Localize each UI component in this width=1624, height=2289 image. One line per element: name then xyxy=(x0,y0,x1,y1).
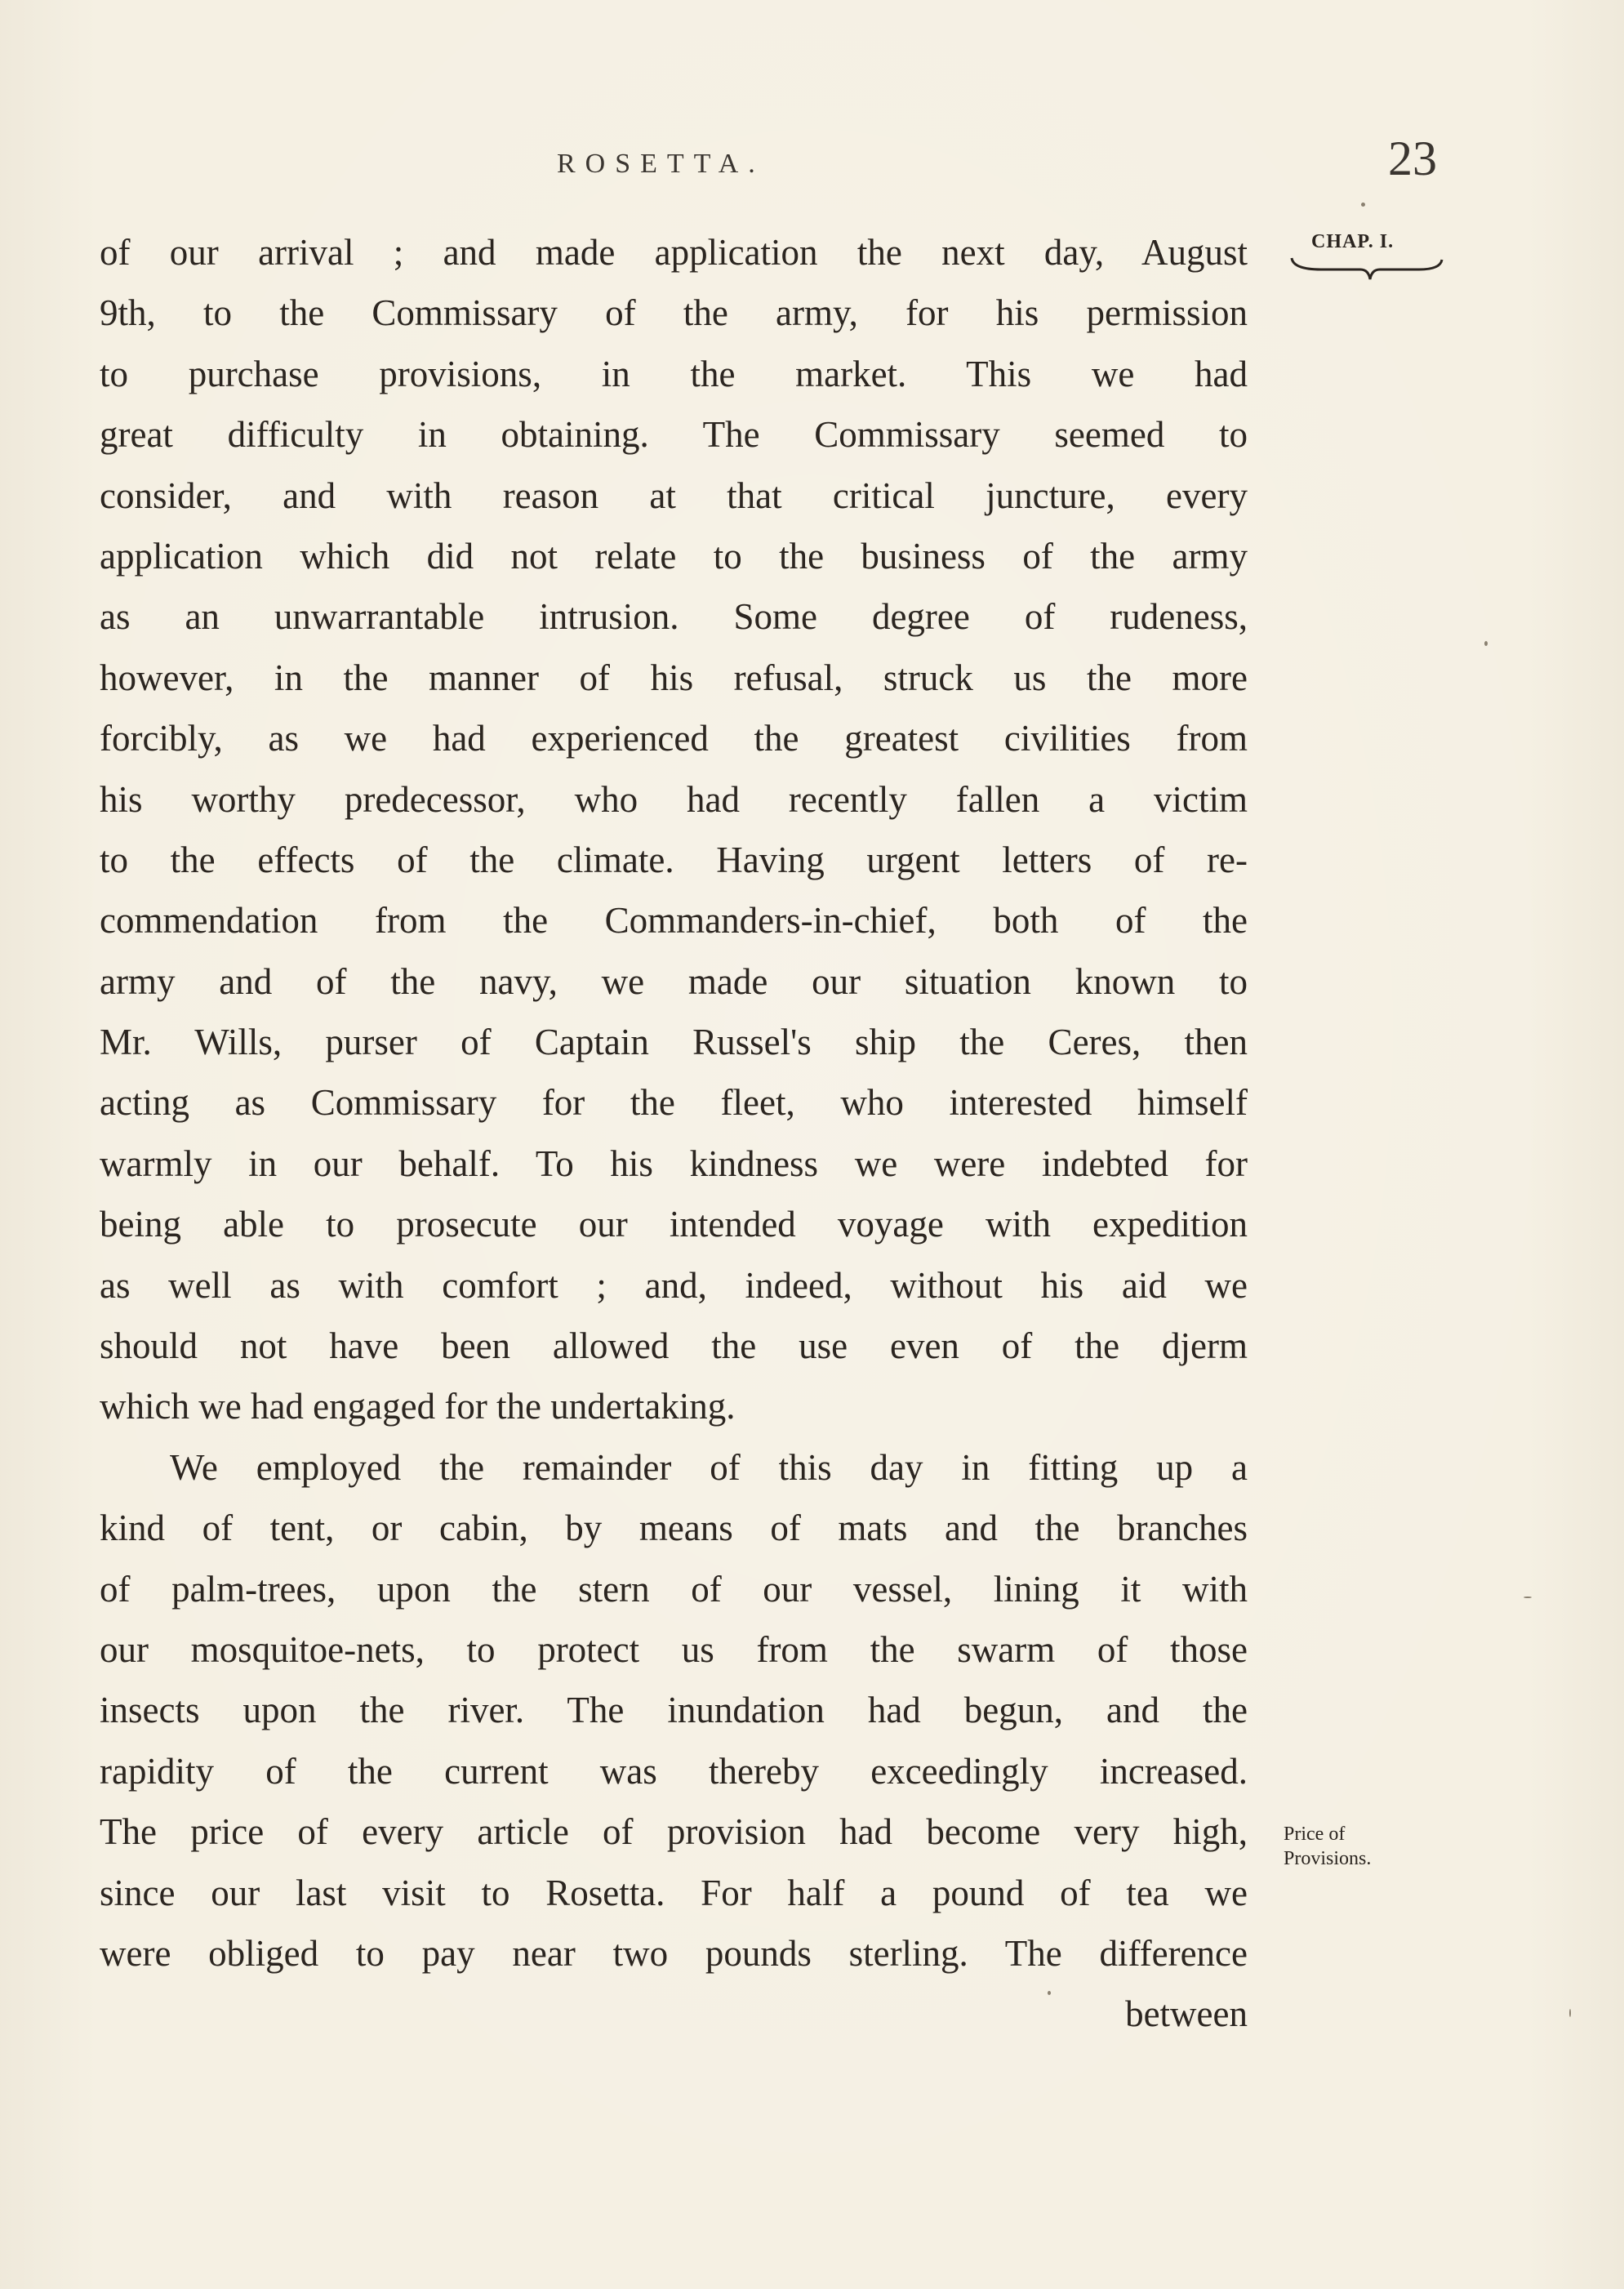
text-line: of our arrival ; and made application the next day, August xyxy=(100,232,1248,273)
paper-speck xyxy=(1569,2009,1571,2017)
text-line: insects upon the river. The inundation had begun, and the xyxy=(100,1690,1248,1731)
text-line: 9th, to the Commissary of the army, for his permission xyxy=(100,292,1248,334)
brace-ornament xyxy=(1288,255,1444,287)
margin-note-line-2: Provisions. xyxy=(1284,1848,1372,1869)
text-line: his worthy predecessor, who had recently fallen a victim xyxy=(100,778,1248,820)
text-line: since our last visit to Rosetta. For half a pound of tea we xyxy=(100,1872,1248,1913)
margin-chapter-label: CHAP. I. xyxy=(1311,231,1395,252)
body-text xyxy=(100,222,1248,2045)
paper-speck xyxy=(1048,1991,1051,1995)
text-line: consider, and with reason at that critical juncture, every xyxy=(100,474,1248,516)
text-line: application which did not relate to the business of the army xyxy=(100,535,1248,577)
text-line: forcibly, as we had experienced the greatest civilities from xyxy=(100,718,1248,759)
text-line: being able to prosecute our intended voyage with expedition xyxy=(100,1204,1248,1245)
text-line: of palm-trees, upon the stern of our vessel, lining it with xyxy=(100,1568,1248,1610)
text-line: Mr. Wills, purser of Captain Russel's ship the Ceres, then xyxy=(100,1022,1248,1063)
text-line: however, in the manner of his refusal, struck us the more xyxy=(100,657,1248,698)
text-line: army and of the navy, we made our situation known to xyxy=(100,960,1248,1002)
text-line: should not have been allowed the use even of the djerm xyxy=(100,1325,1248,1367)
text-line: as well as with comfort ; and, indeed, without his aid we xyxy=(100,1264,1248,1306)
text-line: were obliged to pay near two pounds sterling. The difference xyxy=(100,1932,1248,1974)
catchword: between xyxy=(1125,1993,1248,2035)
text-line: acting as Commissary for the fleet, who interested himself xyxy=(100,1082,1248,1124)
text-line: The price of every article of provision had become very high, xyxy=(100,1811,1248,1853)
text-line: as an unwarrantable intrusion. Some degree of rudeness, xyxy=(100,596,1248,638)
text-line: which we had engaged for the undertaking. xyxy=(100,1386,736,1427)
paper-speck xyxy=(1524,1597,1532,1598)
text-line: rapidity of the current was thereby exceedingly increased. xyxy=(100,1750,1248,1792)
text-line: commendation from the Commanders-in-chief, both of the xyxy=(100,900,1248,942)
text-line: to purchase provisions, in the market. This we had xyxy=(100,353,1248,394)
text-line: kind of tent, or cabin, by means of mats and the branches xyxy=(100,1507,1248,1549)
text-line-paragraph-start: We employed the remainder of this day in fitting up a xyxy=(170,1446,1248,1488)
page-number: 23 xyxy=(1388,131,1437,185)
text-line: our mosquitoe-nets, to protect us from the swarm of those xyxy=(100,1628,1248,1670)
running-head: ROSETTA. xyxy=(557,149,765,179)
margin-note-line-1: Price of xyxy=(1284,1824,1346,1845)
margin-note xyxy=(1284,1822,1371,1871)
text-line: warmly in our behalf. To his kindness we were indebted for xyxy=(100,1142,1248,1184)
text-line: to the effects of the climate. Having urgent letters of re- xyxy=(100,839,1248,880)
text-line: great difficulty in obtaining. The Commissary seemed to xyxy=(100,414,1248,456)
paper-speck xyxy=(1484,641,1488,646)
paper-speck xyxy=(1361,203,1365,207)
